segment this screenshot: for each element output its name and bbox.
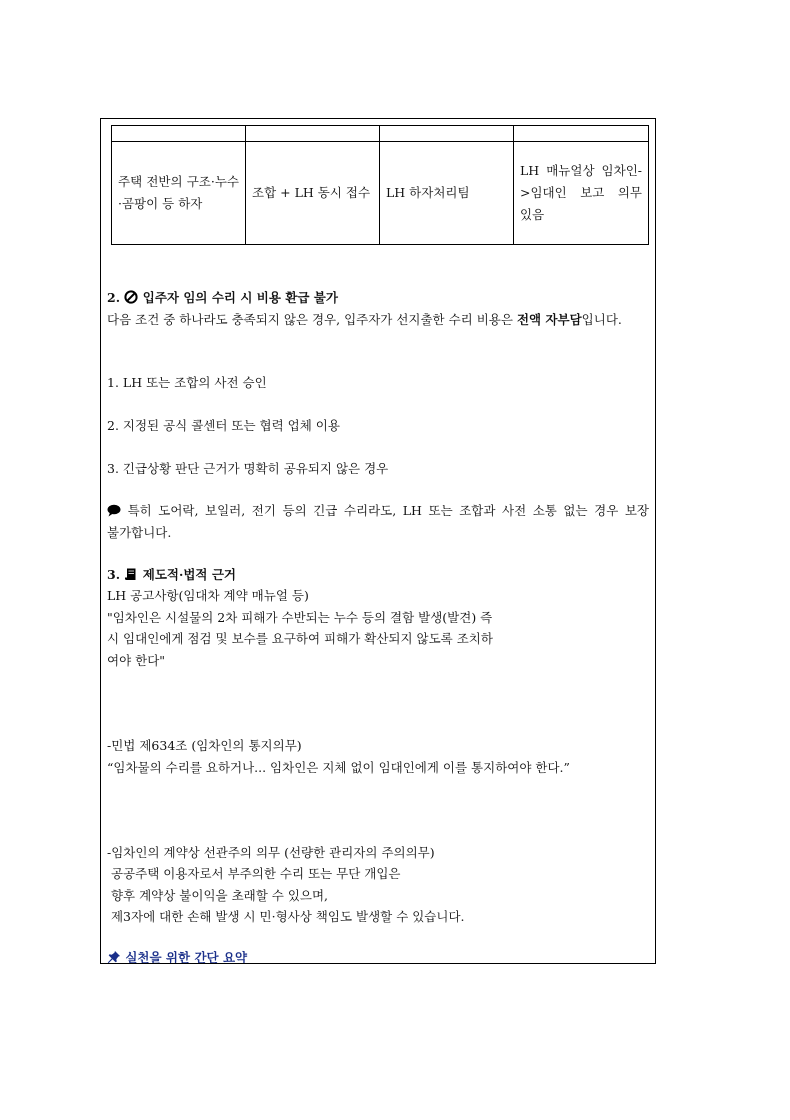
pushpin-icon bbox=[107, 950, 121, 964]
section-2-title: 입주자 임의 수리 시 비용 환급 불가 bbox=[142, 290, 338, 305]
basis-3-title: -임차인의 계약상 선관주의 의무 (선량한 관리자의 주의의무) bbox=[107, 845, 435, 860]
table-cell-note: LH 매뉴얼상 임차인->임대인 보고 의무 있음 bbox=[514, 142, 649, 245]
basis-2-quote: “임차물의 수리를 요하거나... 임차인은 지체 없이 임대인에게 이를 통지하여야 한다.” bbox=[107, 760, 570, 775]
table-row bbox=[112, 142, 649, 245]
section-3-number: 3. bbox=[107, 567, 121, 582]
basis-3-line-3: 제3자에 대한 손해 발생 시 민·형사상 책임도 발생할 수 있습니다. bbox=[107, 909, 465, 924]
scroll-icon bbox=[124, 567, 138, 581]
basis-1-quote-line-1: "임차인은 시설물의 2차 피해가 수반되는 누수 등의 결함 발생(발견) 즉 bbox=[107, 610, 493, 625]
basis-1-quote-line-2: 시 임대인에게 점검 및 보수를 요구하여 피해가 확산되지 않도록 조치하 bbox=[107, 631, 493, 646]
prohibited-icon bbox=[124, 290, 138, 304]
document-frame bbox=[100, 118, 656, 964]
responsibility-table bbox=[111, 125, 649, 245]
speech-bubble-icon bbox=[107, 504, 121, 517]
section-2-note: 특히 도어락, 보일러, 전기 등의 긴급 수리라도, LH 또는 조합과 사전 소통 없는 경우 보장 불가합니다. bbox=[107, 503, 649, 540]
section-2-intro: 다음 조건 중 하나라도 충족되지 않은 경우, 입주자가 선지출한 수리 비용은 전액 자부담입니다. bbox=[107, 312, 622, 327]
basis-3-line-2: 향후 계약상 불이익을 초래할 수 있으며, bbox=[107, 888, 329, 903]
section-2-heading bbox=[107, 287, 338, 309]
basis-1-quote-line-3: 여야 한다" bbox=[107, 653, 166, 668]
summary-title: 실천을 위한 간단 요약 bbox=[125, 950, 248, 964]
basis-2-title: -민법 제634조 (임차인의 통지의무) bbox=[107, 738, 302, 753]
section-2-number: 2. bbox=[107, 290, 121, 305]
condition-item-3: 3. 긴급상황 판단 근거가 명확히 공유되지 않은 경우 bbox=[107, 461, 389, 476]
table-cell-issue: 주택 전반의 구조·누수·곰팡이 등 하자 bbox=[112, 142, 246, 245]
table-cell-channel: 조합 + LH 동시 접수 bbox=[246, 142, 380, 245]
table-header-row bbox=[112, 126, 649, 142]
basis-3-line-1: 공공주택 이용자로서 부주의한 수리 또는 무단 개입은 bbox=[107, 866, 401, 881]
section-3-title: 제도적·법적 근거 bbox=[142, 567, 237, 582]
self-pay-emphasis: 전액 자부담 bbox=[516, 312, 582, 327]
section-3-heading bbox=[107, 564, 236, 586]
summary-heading bbox=[107, 947, 247, 964]
basis-1-title: LH 공고사항(임대차 계약 매뉴얼 등) bbox=[107, 588, 309, 603]
condition-item-2: 2. 지정된 공식 콜센터 또는 협력 업체 이용 bbox=[107, 418, 340, 433]
table-cell-team: LH 하자처리팀 bbox=[380, 142, 514, 245]
condition-item-1: 1. LH 또는 조합의 사전 승인 bbox=[107, 375, 267, 390]
